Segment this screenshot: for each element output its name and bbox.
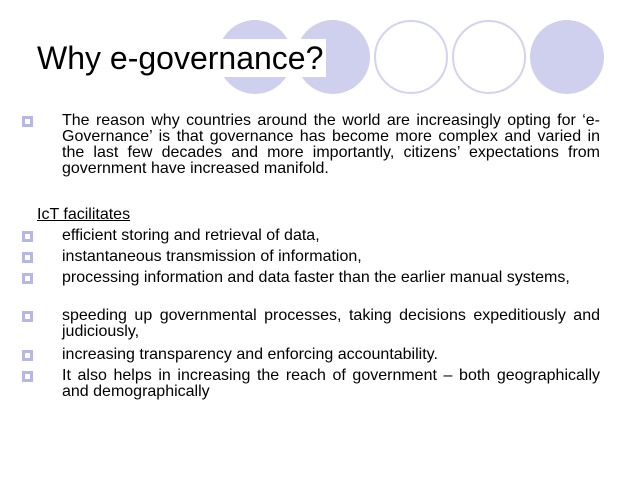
list-item: speeding up governmental processes, taking decisions expeditiously and judiciously, bbox=[62, 307, 600, 340]
bullet-icon bbox=[22, 116, 33, 127]
bullet-icon bbox=[22, 311, 33, 322]
decorative-circle bbox=[530, 20, 604, 94]
decorative-circle bbox=[374, 20, 448, 94]
intro-paragraph: The reason why countries around the world are increasingly opting for ‘e-Governance’ is that governance has become more complex and varied in the last few decades and more importantly, citizens’ expectations from government have increased manifold. bbox=[62, 112, 600, 177]
bullet-icon bbox=[22, 371, 33, 382]
ict-heading: IcT facilitates bbox=[37, 206, 131, 223]
bullet-icon bbox=[22, 231, 33, 242]
slide-title: Why e-governance? bbox=[37, 39, 326, 77]
list-item: efficient storing and retrieval of data, bbox=[62, 227, 320, 244]
list-item: processing information and data faster than the earlier manual systems, bbox=[62, 269, 570, 286]
decorative-circle bbox=[452, 20, 526, 94]
bullet-icon bbox=[22, 273, 33, 284]
bullet-icon bbox=[22, 350, 33, 361]
list-item: instantaneous transmission of information, bbox=[62, 248, 362, 265]
list-item: It also helps in increasing the reach of government – both geographically and demographically bbox=[62, 367, 600, 400]
list-item: increasing transparency and enforcing accountability. bbox=[62, 346, 438, 363]
bullet-icon bbox=[22, 252, 33, 263]
